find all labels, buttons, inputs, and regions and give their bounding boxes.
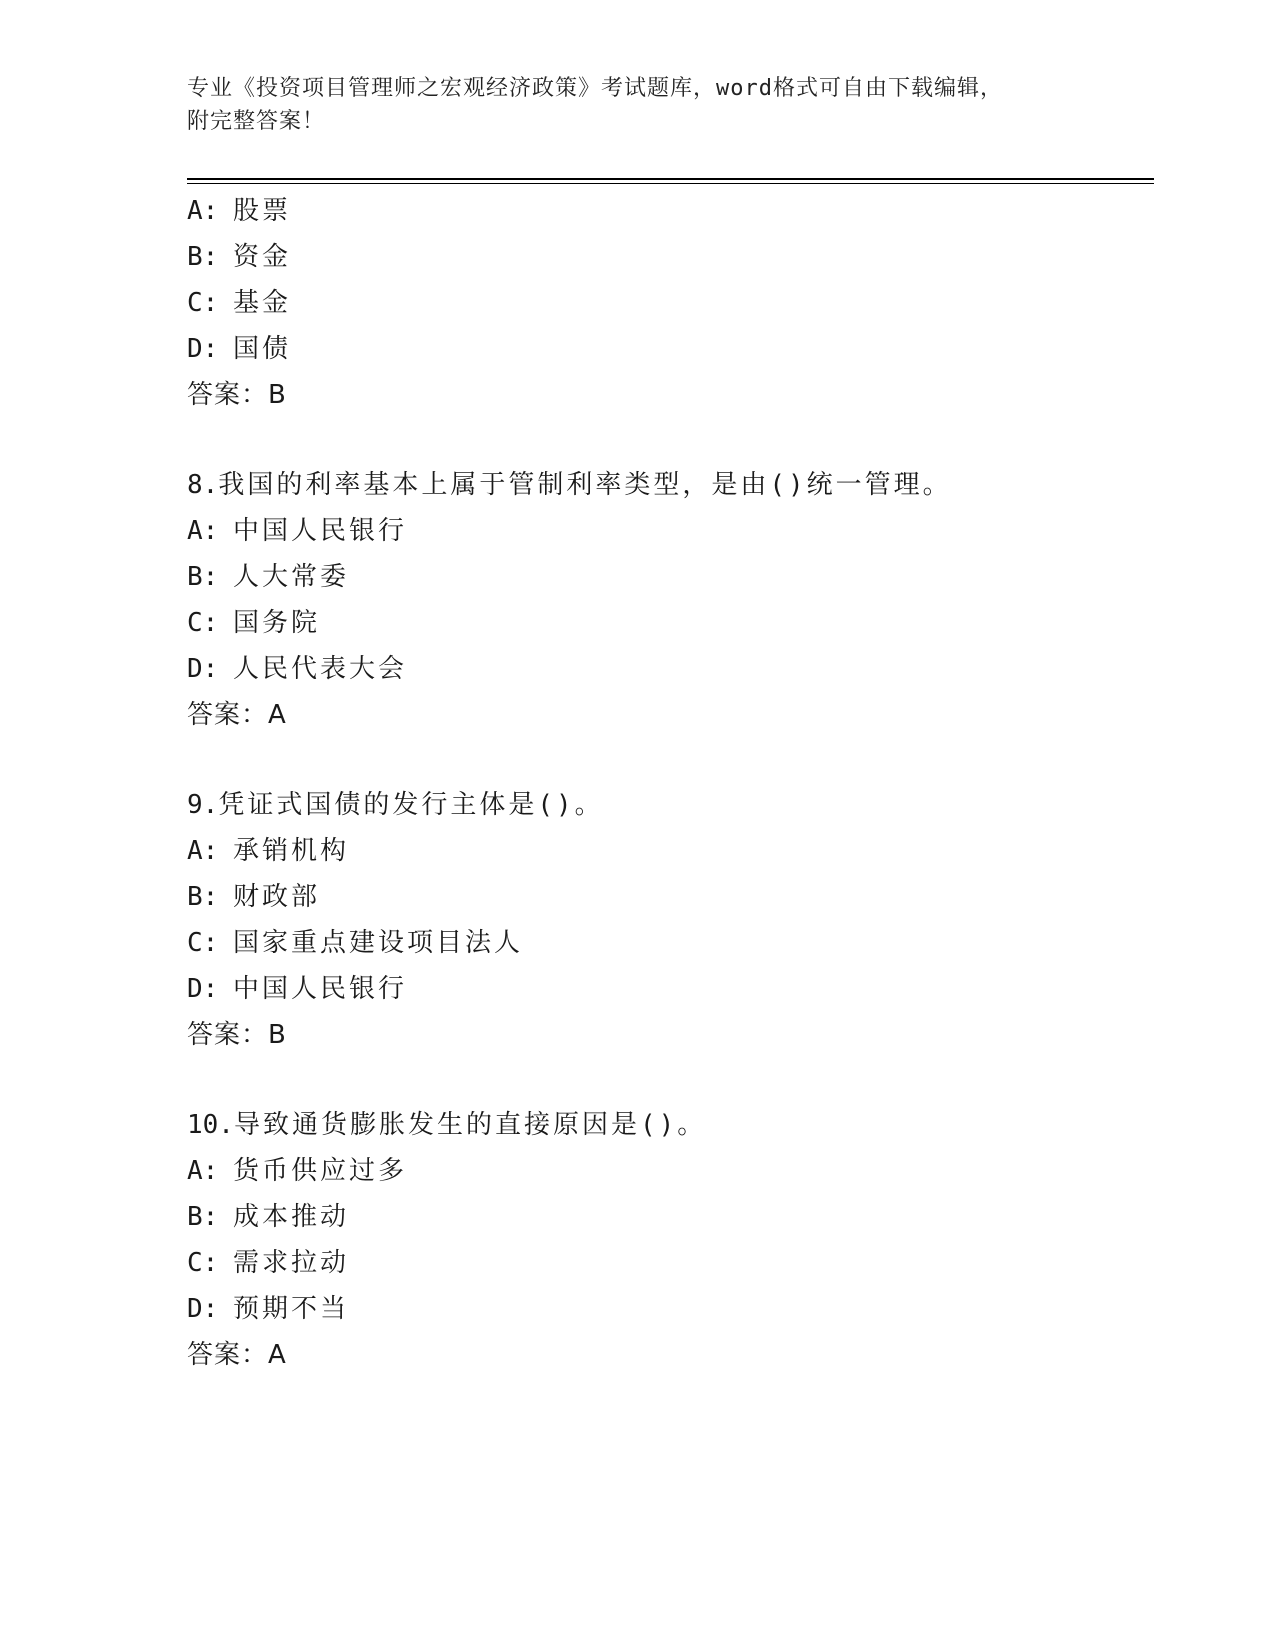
option-text: 需求拉动 bbox=[233, 1248, 350, 1278]
option-text: 成本推动 bbox=[233, 1202, 350, 1232]
document-header bbox=[187, 72, 1087, 138]
question-block bbox=[187, 462, 1147, 738]
question-number: 9. bbox=[187, 790, 219, 820]
header-line-1: 专业《投资项目管理师之宏观经济政策》考试题库，word格式可自由下载编辑， bbox=[187, 76, 1003, 101]
option-a bbox=[187, 188, 1147, 234]
option-label: A: bbox=[187, 516, 219, 546]
question-block bbox=[187, 188, 1147, 418]
answer-line: 答案：B bbox=[187, 1020, 287, 1050]
option-label: C: bbox=[187, 288, 219, 318]
option-b bbox=[187, 1194, 1147, 1240]
option-a bbox=[187, 508, 1147, 554]
option-label: C: bbox=[187, 928, 219, 958]
option-label: D: bbox=[187, 1294, 219, 1324]
option-d bbox=[187, 966, 1147, 1012]
option-d bbox=[187, 326, 1147, 372]
option-text: 基金 bbox=[233, 288, 292, 318]
question-number: 8. bbox=[187, 470, 219, 500]
header-divider-bottom bbox=[187, 183, 1154, 184]
question-stem bbox=[187, 462, 1147, 508]
option-text: 国务院 bbox=[233, 608, 321, 638]
option-d bbox=[187, 1286, 1147, 1332]
question-stem bbox=[187, 1102, 1147, 1148]
question-list bbox=[187, 188, 1147, 1378]
option-label: B: bbox=[187, 562, 219, 592]
option-c bbox=[187, 600, 1147, 646]
option-label: D: bbox=[187, 334, 219, 364]
option-label: A: bbox=[187, 836, 219, 866]
option-text: 国家重点建设项目法人 bbox=[233, 928, 524, 958]
option-label: D: bbox=[187, 974, 219, 1004]
option-text: 人大常委 bbox=[233, 562, 350, 592]
option-c bbox=[187, 920, 1147, 966]
question-text: 导致通货膨胀发生的直接原因是()。 bbox=[233, 1110, 707, 1140]
answer-line: 答案：A bbox=[187, 700, 287, 730]
option-b bbox=[187, 874, 1147, 920]
option-text: 中国人民银行 bbox=[233, 974, 408, 1004]
option-a bbox=[187, 828, 1147, 874]
option-label: A: bbox=[187, 196, 219, 226]
question-text: 我国的利率基本上属于管制利率类型，是由()统一管理。 bbox=[218, 470, 952, 500]
option-label: B: bbox=[187, 1202, 219, 1232]
option-text: 股票 bbox=[233, 196, 292, 226]
option-label: B: bbox=[187, 882, 219, 912]
option-label: B: bbox=[187, 242, 219, 272]
question-block bbox=[187, 1102, 1147, 1378]
question-block bbox=[187, 782, 1147, 1058]
question-number: 10. bbox=[187, 1110, 234, 1140]
option-text: 财政部 bbox=[233, 882, 321, 912]
option-text: 人民代表大会 bbox=[233, 654, 408, 684]
question-text: 凭证式国债的发行主体是()。 bbox=[218, 790, 604, 820]
option-text: 货币供应过多 bbox=[233, 1156, 408, 1186]
option-label: C: bbox=[187, 608, 219, 638]
header-line-2: 附完整答案！ bbox=[187, 109, 326, 134]
option-label: A: bbox=[187, 1156, 219, 1186]
option-label: C: bbox=[187, 1248, 219, 1278]
option-text: 预期不当 bbox=[233, 1294, 350, 1324]
option-text: 中国人民银行 bbox=[233, 516, 408, 546]
option-text: 承销机构 bbox=[233, 836, 350, 866]
option-a bbox=[187, 1148, 1147, 1194]
option-label: D: bbox=[187, 654, 219, 684]
answer-line: 答案：A bbox=[187, 1340, 287, 1370]
question-stem bbox=[187, 782, 1147, 828]
answer-line: 答案：B bbox=[187, 380, 287, 410]
option-text: 国债 bbox=[233, 334, 292, 364]
option-b bbox=[187, 554, 1147, 600]
option-c bbox=[187, 280, 1147, 326]
option-c bbox=[187, 1240, 1147, 1286]
option-d bbox=[187, 646, 1147, 692]
header-divider-top bbox=[187, 178, 1154, 180]
option-b bbox=[187, 234, 1147, 280]
option-text: 资金 bbox=[233, 242, 292, 272]
